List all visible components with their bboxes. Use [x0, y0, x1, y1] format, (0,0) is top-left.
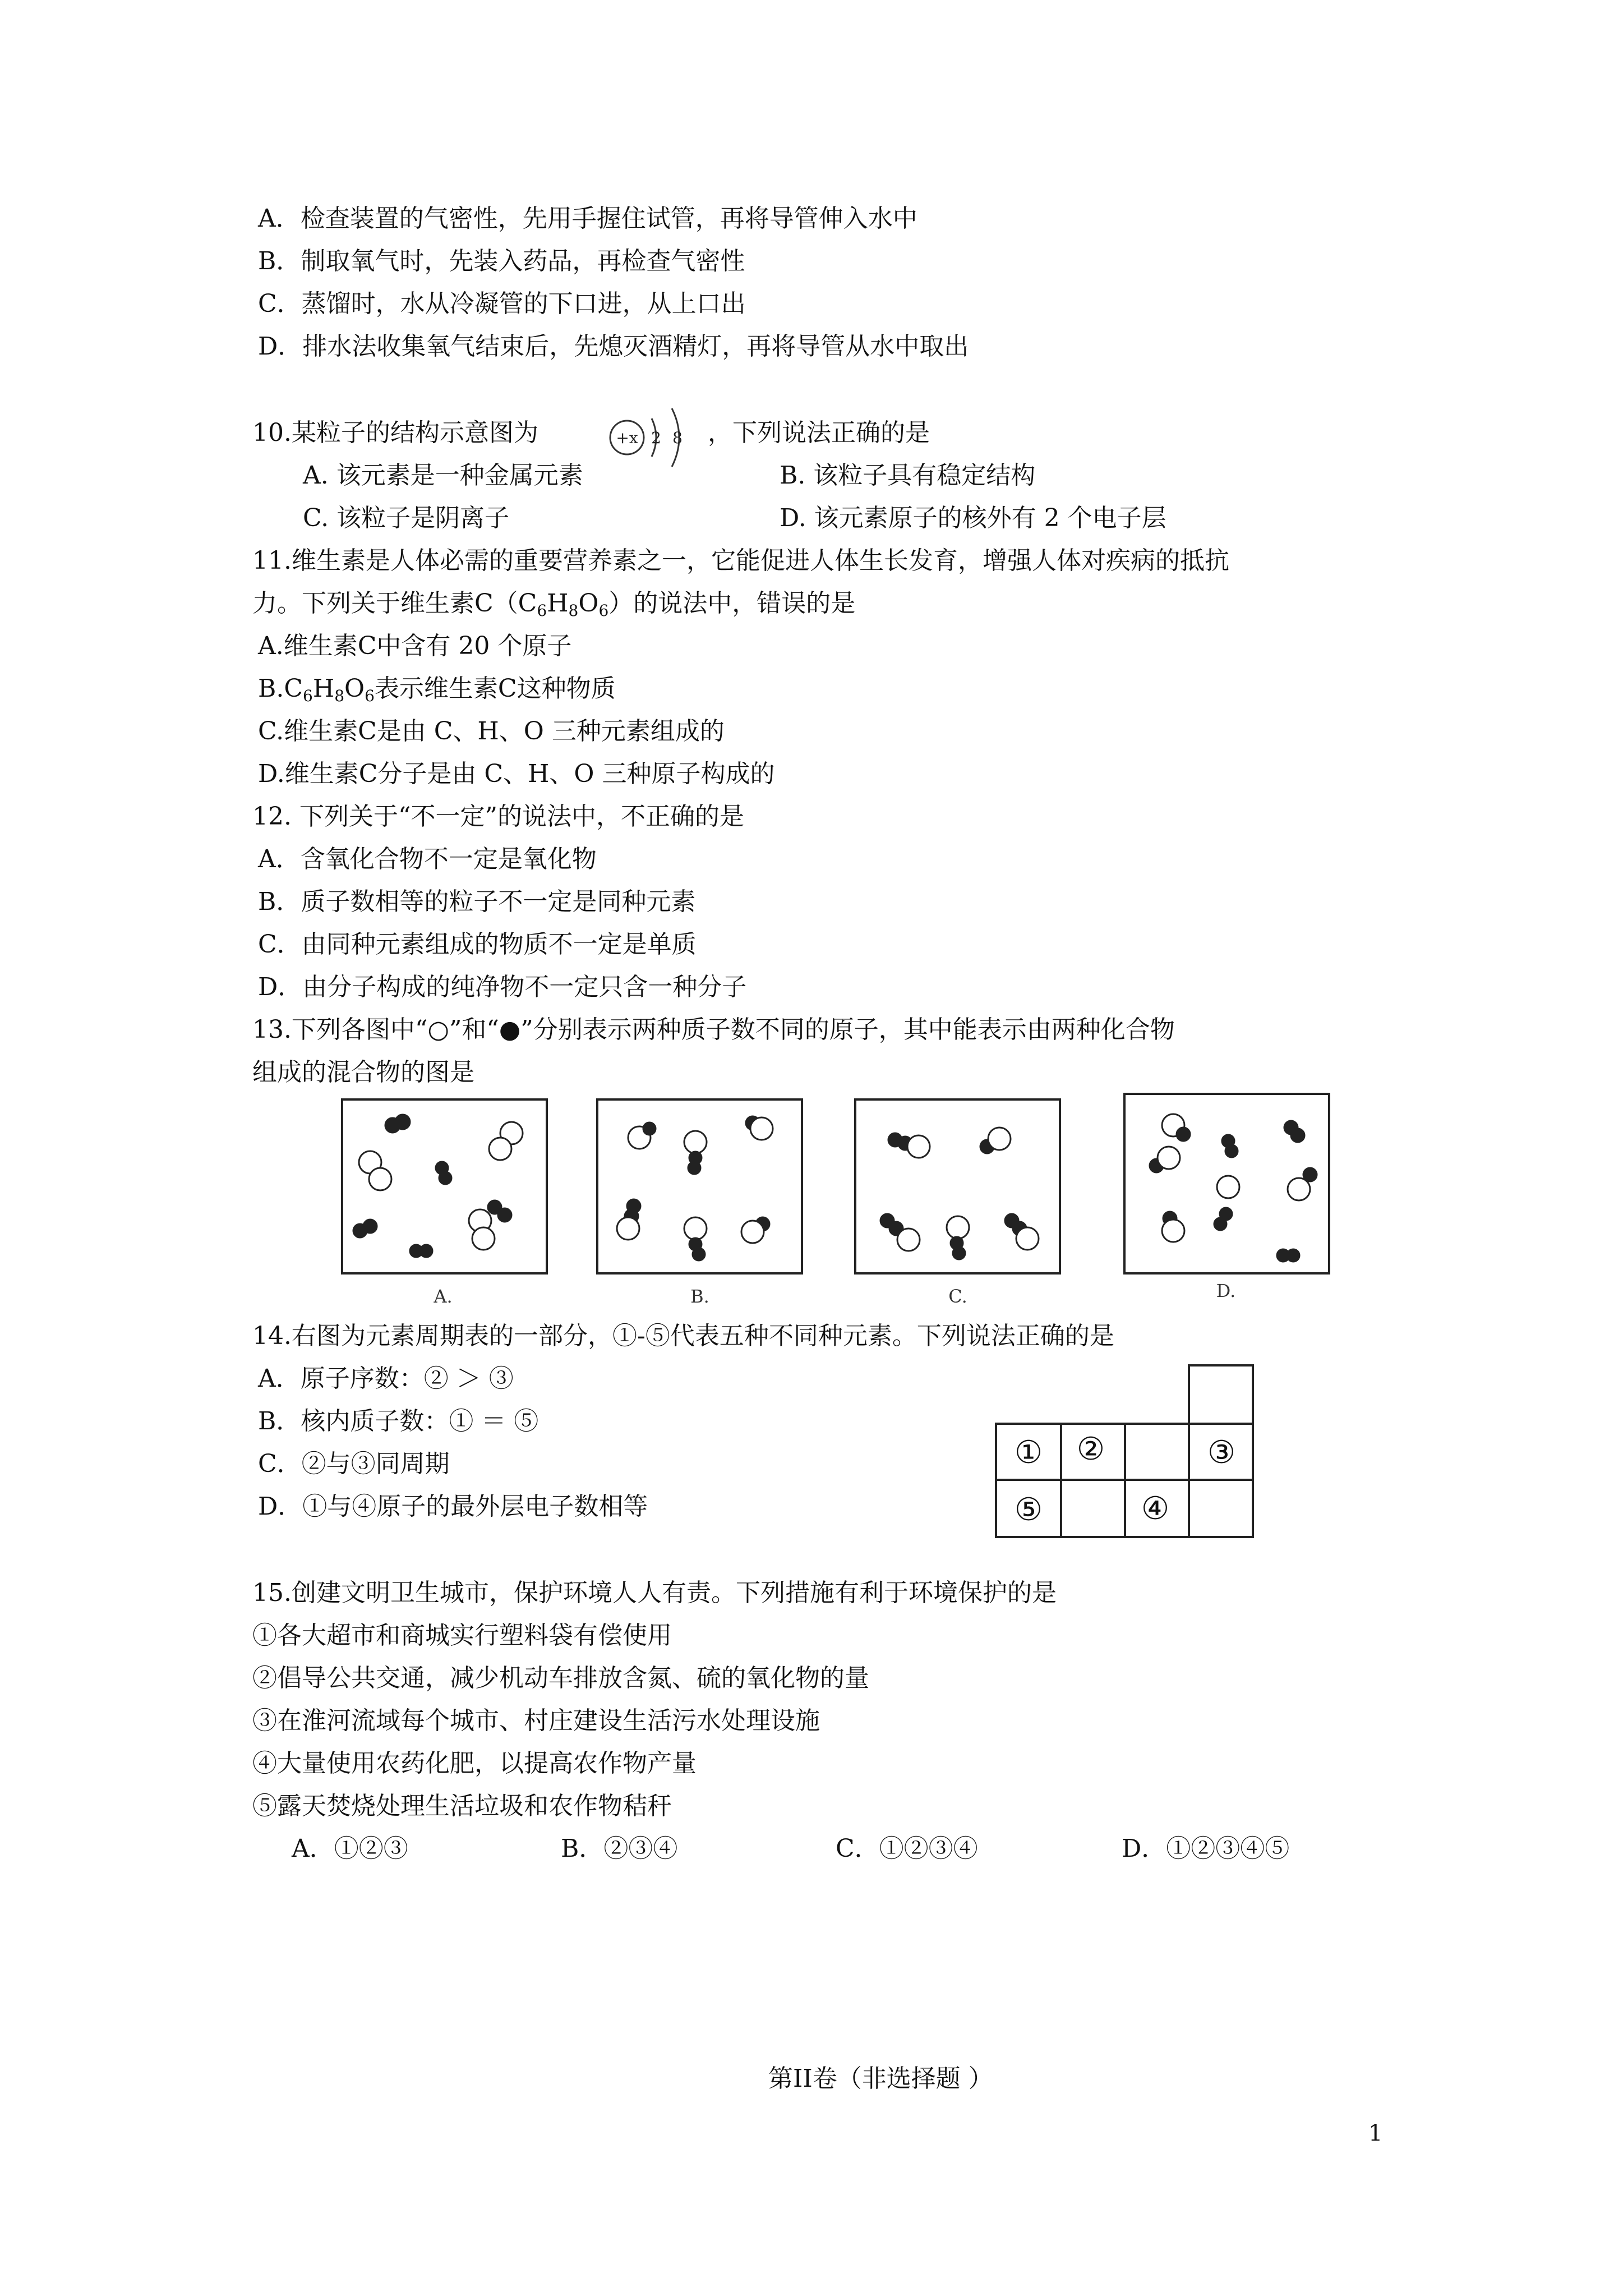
q15-option-b: B．②③④ [561, 1834, 678, 1863]
q12-stem: 12. 下列关于“不一定”的说法中，不正确的是 [252, 802, 744, 831]
page-number: 1 [1368, 2120, 1383, 2146]
q10-option-c: C. 该粒子是阴离子 [303, 504, 510, 532]
q15-item-2: ②倡导公共交通，减少机动车排放含氮、硫的氧化物的量 [252, 1664, 869, 1692]
q11-option-a: A.维生素C中含有 20 个原子 [258, 632, 572, 660]
q15-option-c: C．①②③④ [836, 1834, 978, 1863]
label-d: D. [1216, 1280, 1236, 1301]
box-d-molecules [1150, 1114, 1317, 1262]
q9-option-a: A．检查装置的气密性，先用手握住试管，再将导管伸入水中 [258, 204, 917, 233]
atom-structure-diagram [600, 403, 707, 476]
q11-stem-line2: 力。下列关于维生素$C(C_6H_8O_6)$的说法中，错误的是 [252, 589, 856, 620]
q12-option-b: B．质子数相等的粒子不一定是同种元素 [258, 887, 696, 916]
q14-option-a: A．原子序数：② ＞ ③ [258, 1364, 514, 1393]
q13-stem-line1: 13.下列各图中“○”和“●”分别表示两种质子数不同的原子，其中能表示由两种化合物 [252, 1015, 1175, 1044]
q12-option-c: C．由同种元素组成的物质不一定是单质 [258, 930, 697, 959]
q15-option-d: D．①②③④⑤ [1122, 1834, 1290, 1863]
q10-option-a: A. 该元素是一种金属元素 [303, 461, 583, 490]
nucleus-label: +x [616, 429, 638, 447]
q14-stem: 14.右图为元素周期表的一部分，①-⑤代表五种不同种元素。下列说法正确的是 [252, 1322, 1114, 1350]
q15-item-4: ④大量使用农药化肥，以提高农作物产量 [252, 1749, 697, 1778]
q14-option-b: B．核内质子数：① ＝ ⑤ [258, 1407, 539, 1435]
label-c: C. [948, 1286, 967, 1307]
box-b-molecules [617, 1116, 773, 1260]
q15-item-1: ①各大超市和商城实行塑料袋有偿使用 [252, 1621, 672, 1650]
q10-stem-start: 10.某粒子的结构示意图为 [252, 418, 538, 447]
q15-item-3: ③在淮河流域每个城市、村庄建设生活污水处理设施 [252, 1706, 820, 1735]
cell-element-5: ⑤ [1014, 1492, 1043, 1528]
periodic-table-fragment [993, 1363, 1262, 1543]
q13-stem-line2: 组成的混合物的图是 [252, 1058, 474, 1087]
shell-1-count: 2 [651, 429, 661, 447]
q11-option-b: $B.C_6H_8O_6$表示维生素C这种物质 [258, 674, 616, 705]
q15-stem: 15.创建文明卫生城市，保护环境人人有责。下列措施有利于环境保护的是 [252, 1579, 1057, 1607]
q13-molecule-diagrams [314, 1088, 1368, 1313]
q12-option-d: D．由分子构成的纯净物不一定只含一种分子 [258, 973, 747, 1001]
q10-stem-end: ，下列说法正确的是 [708, 418, 930, 447]
cell-element-4: ④ [1141, 1490, 1170, 1527]
q12-option-a: A．含氧化合物不一定是氧化物 [258, 845, 597, 873]
q14-option-c: C．②与③同周期 [258, 1450, 450, 1478]
box-a-molecules [353, 1115, 523, 1257]
q10-option-b: B. 该粒子具有稳定结构 [780, 461, 1036, 490]
q15-option-a: A．①②③ [292, 1834, 408, 1863]
q9-option-b: B．制取氧气时，先装入药品，再检查气密性 [258, 247, 745, 275]
cell-element-1: ① [1014, 1434, 1043, 1471]
box-c-molecules [880, 1128, 1039, 1259]
q11-option-d: D.维生素C分子是由 C、H、O 三种原子构成的 [258, 760, 775, 788]
q10-option-d: D. 该元素原子的核外有 2 个电子层 [780, 504, 1166, 532]
q9-option-d: D．排水法收集氧气结束后，先熄灭酒精灯，再将导管从水中取出 [258, 332, 969, 361]
q9-option-c: C．蒸馏时，水从冷凝管的下口进，从上口出 [258, 289, 746, 318]
q11-stem-line1: 11.维生素是人体必需的重要营养素之一，它能促进人体生长发育，增强人体对疾病的抵抗 [252, 546, 1229, 575]
shell-2-count: 8 [672, 429, 683, 447]
label-a: A. [434, 1286, 453, 1307]
q14-option-d: D．①与④原子的最外层电子数相等 [258, 1492, 648, 1521]
section-title: 第II卷（非选择题 ） [768, 2064, 993, 2093]
cell-element-2: ② [1076, 1431, 1105, 1467]
q11-option-c: C.维生素C是由 C、H、O 三种元素组成的 [258, 717, 725, 746]
q15-item-5: ⑤露天焚烧处理生活垃圾和农作物秸秆 [252, 1792, 672, 1820]
cell-element-3: ③ [1207, 1434, 1236, 1471]
label-b: B. [690, 1286, 709, 1307]
